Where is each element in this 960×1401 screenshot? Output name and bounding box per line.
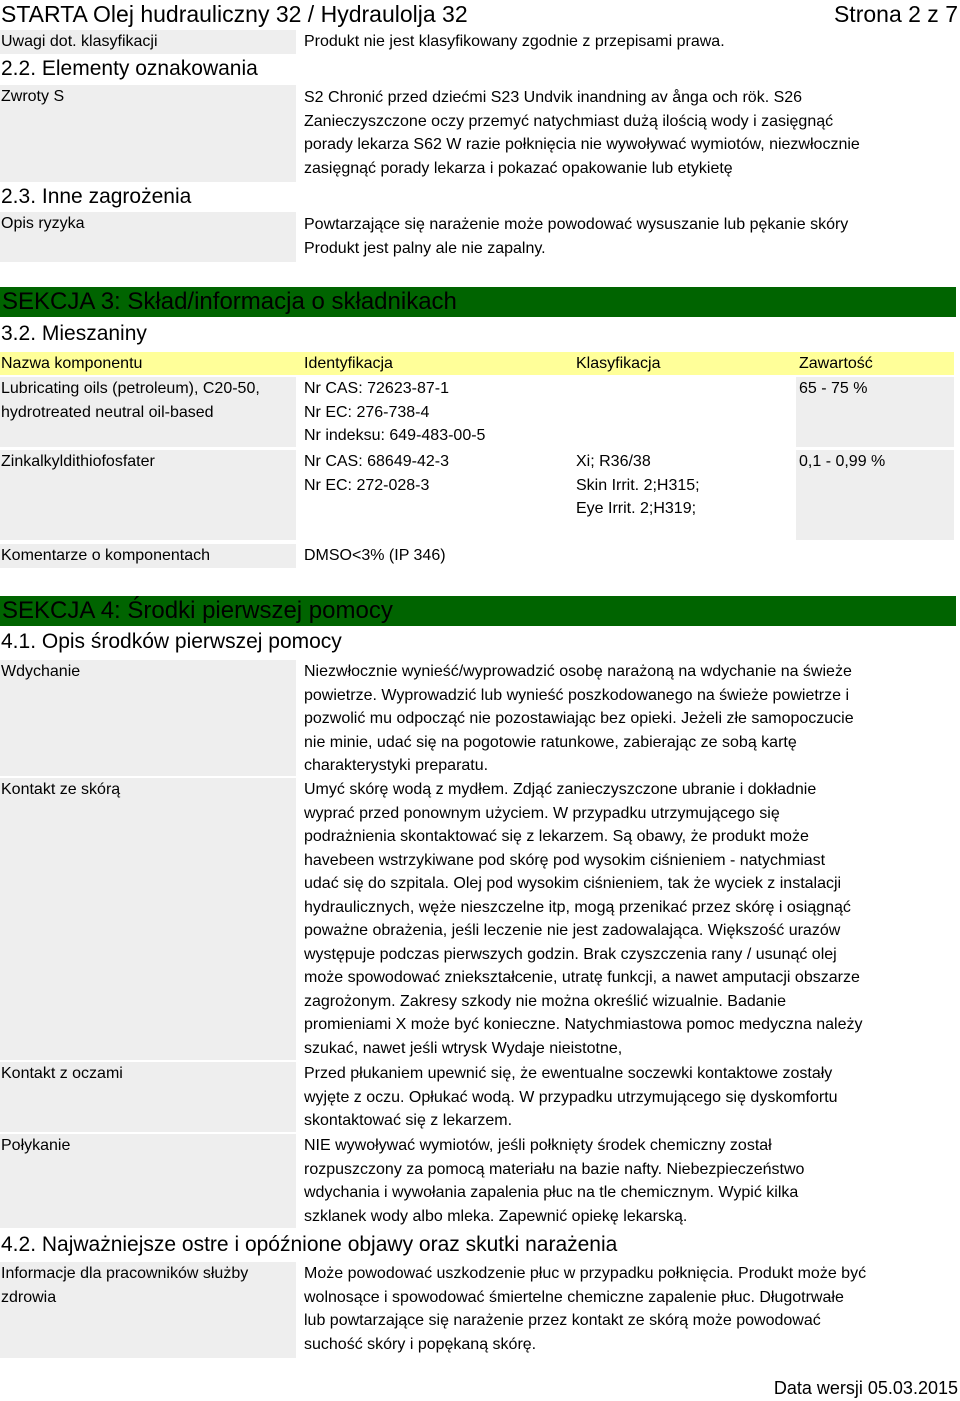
text-line: zagrożonym. Zakresy szkody nie można określić wizualnie. Badanie (304, 992, 786, 1010)
text-line: może spowodować zniekształcenie, utratę funkcji, a nawet amputacji obszarze (304, 969, 860, 986)
table-row-1-content: 65 - 75 % (799, 380, 868, 397)
text-line: porady lekarza S62 W razie połknięcia nie wywoływać wymiotów, niezwłocznie (304, 136, 860, 153)
document-title: STARTA Olej hudrauliczny 32 / Hydraulolja 32 (1, 1, 468, 27)
text-line: poważne obrażenia, jeśli leczenie nie jest zadowalająca. Większość urazów (304, 922, 841, 939)
text-line: skontaktować się z lekarzem. (304, 1112, 513, 1129)
risk-description-text (304, 213, 954, 260)
text-line: podrażnienia skontaktować się z lekarzem. Są obawy, że produkt może (304, 828, 809, 845)
classification-line: Skin Irrit. 2;H315; (576, 476, 700, 494)
page-number: Strona 2 z 7 (833, 1, 958, 27)
classification-notes-label-cell (0, 30, 296, 54)
column-header-name: Nazwa komponentu (1, 355, 143, 372)
text-line: wyjęte z oczu. Opłukać wodą. W przypadku utrzymującego się dyskomfortu (304, 1088, 838, 1106)
component-comments-value: DMSO<3% (IP 346) (304, 547, 446, 564)
table-row-1-identification (304, 377, 568, 448)
page-header (0, 0, 960, 28)
column-header-classification: Klasyfikacja (576, 355, 661, 372)
text-line: Przed płukaniem upewnić się, że ewentualne soczewki kontaktowe zostały (304, 1065, 833, 1082)
skin-contact-text (304, 778, 954, 1060)
medical-info-label-cell (0, 1262, 296, 1358)
text-line: suchość skóry i popękaną skórę. (304, 1335, 537, 1353)
subsection-heading-2-3: 2.3. Inne zagrożenia (1, 185, 192, 208)
ingestion-text (304, 1134, 954, 1228)
inhalation-label-cell (0, 660, 296, 776)
table-row-2-classification (576, 450, 791, 521)
section-3-bar (0, 287, 956, 317)
text-line: Niezwłocznie wynieść/wyprowadzić osobę narażoną na wdychanie na świeże (304, 663, 852, 680)
version-date: Data wersji 05.03.2015 (773, 1378, 958, 1398)
subsection-heading-2-2: 2.2. Elementy oznakowania (1, 57, 258, 80)
table-row-1-name-cell (0, 377, 296, 447)
component-name-line: hydrotreated neutral oil-based (1, 403, 214, 421)
identification-line: Nr EC: 276-738-4 (304, 403, 430, 421)
s-phrases-label: Zwroty S (1, 88, 65, 105)
text-line: S2 Chronić przed dziećmi S23 Undvik inandning av ånga och rök. S26 (304, 89, 803, 106)
medical-info-label-line: Informacje dla pracowników służby (1, 1265, 249, 1282)
s-phrases-text (304, 86, 954, 180)
section-4-title: SEKCJA 4: Środki pierwszej pomocy (2, 597, 393, 624)
text-line: występuje podczas pierwszych godzin. Brak czyszczenia rany / usunąć olej (304, 945, 837, 963)
section-3-title: SEKCJA 3: Skład/informacja o składnikach (2, 288, 457, 315)
component-name-line: Zinkalkyldithiofosfater (1, 453, 155, 470)
subsection-heading-4-2: 4.2. Najważniejsze ostre i opóźnione objawy oraz skutki narażenia (1, 1233, 618, 1256)
subsection-heading-3-2: 3.2. Mieszaniny (1, 322, 147, 345)
text-line: hydraulicznych, węże nieszczelne itp, mogą przenikać przez skórę i osiągnąć (304, 898, 851, 916)
text-line: szukać, nawet jeśli wtrysk Wydaje nieistotne, (304, 1039, 623, 1057)
identification-line: Nr CAS: 72623-87-1 (304, 380, 449, 397)
text-line: nie minie, udać się na pogotowie ratunkowe, zabierając ze sobą kartę (304, 733, 797, 751)
inhalation-text (304, 660, 954, 778)
table-row-2-identification (304, 450, 568, 497)
text-line: zasięgnąć porady lekarza i pokazać opakowanie lub etykietę (304, 159, 733, 177)
subsection-heading-4-1: 4.1. Opis środków pierwszej pomocy (1, 630, 342, 653)
medical-info-label-line: zdrowia (1, 1288, 57, 1306)
table-row-2-name-cell (0, 450, 296, 540)
text-line: udać się do szpitala. Olej pod wysokim ciśnieniem, tak że wyciek z instalacji (304, 875, 842, 892)
skin-contact-label: Kontakt ze skórą (1, 781, 121, 798)
text-line: havebeen wstrzykiwane pod skórę pod wysokim ciśnieniem - natychmiast (304, 851, 826, 869)
component-comments-label: Komentarze o komponentach (1, 547, 211, 564)
classification-line: Eye Irrit. 2;H319; (576, 500, 697, 517)
components-table-header (0, 352, 954, 375)
classification-notes-label: Uwagi dot. klasyfikacji (1, 33, 158, 50)
risk-description-label-cell (0, 212, 296, 262)
text-line: lub powtarzające się narażenie przez kontakt ze skórą może powodować (304, 1312, 821, 1329)
s-phrases-label-cell (0, 85, 296, 182)
column-header-identification: Identyfikacja (304, 355, 393, 372)
component-comments-label-cell (0, 544, 296, 568)
text-line: Powtarzające się narażenie może powodować wysuszanie lub pękanie skóry (304, 216, 849, 233)
eye-contact-label-cell (0, 1062, 296, 1132)
inhalation-label: Wdychanie (1, 663, 81, 680)
text-line: rozpuszczony za pomocą materiału na bazie nafty. Niebezpieczeństwo (304, 1160, 805, 1178)
text-line: charakterystyki preparatu. (304, 757, 489, 774)
classification-notes-value: Produkt nie jest klasyfikowany zgodnie z przepisami prawa. (304, 33, 725, 50)
text-line: szklanek wody albo mleka. Zapewnić opiekę lekarską. (304, 1207, 688, 1225)
component-name-line: Lubricating oils (petroleum), C20-50, (1, 380, 260, 397)
text-line: wdychania i wywołania zapalenia płuc na tle chemicznym. Wypić kilka (304, 1184, 799, 1201)
text-line: Może powodować uszkodzenie płuc w przypadku połknięcia. Produkt może być (304, 1265, 867, 1282)
text-line: powietrze. Wyprowadzić lub wynieść poszkodowanego na świeże powietrze i (304, 686, 850, 704)
risk-description-label: Opis ryzyka (1, 215, 85, 232)
text-line: wolnosące i spowodować śmiertelne chemiczne zapalenie płuc. Długotrwałe (304, 1288, 844, 1306)
table-row-2-content: 0,1 - 0,99 % (799, 453, 886, 470)
identification-line: Nr indeksu: 649-483-00-5 (304, 427, 486, 444)
text-line: pozwolić mu odpocząć nie pozostawiając bez opieki. Jeżeli złe samopoczucie (304, 710, 854, 727)
text-line: promieniami X może być konieczne. Natychmiastowa pomoc medyczna należy (304, 1016, 863, 1033)
text-line: wyprać przed ponownym użyciem. W przypadku utrzymującego się (304, 804, 780, 822)
medical-info-text (304, 1262, 954, 1356)
text-line: Zanieczyszczone oczy przemyć natychmiast dużą ilością wody i zasięgnąć (304, 112, 834, 130)
text-line: Umyć skórę wodą z mydłem. Zdjąć zanieczyszczone ubranie i dokładnie (304, 781, 817, 798)
section-4-bar (0, 596, 956, 626)
classification-line: Xi; R36/38 (576, 453, 651, 470)
ingestion-label-cell (0, 1134, 296, 1228)
skin-contact-label-cell (0, 778, 296, 1060)
column-header-content: Zawartość (799, 355, 873, 372)
identification-line: Nr CAS: 68649-42-3 (304, 453, 449, 470)
eye-contact-text (304, 1062, 954, 1133)
text-line: NIE wywoływać wymiotów, jeśli połknięty środek chemiczny został (304, 1137, 772, 1154)
ingestion-label: Połykanie (1, 1137, 71, 1154)
text-line: Produkt jest palny ale nie zapalny. (304, 239, 546, 257)
identification-line: Nr EC: 272-028-3 (304, 476, 430, 494)
eye-contact-label: Kontakt z oczami (1, 1065, 123, 1082)
